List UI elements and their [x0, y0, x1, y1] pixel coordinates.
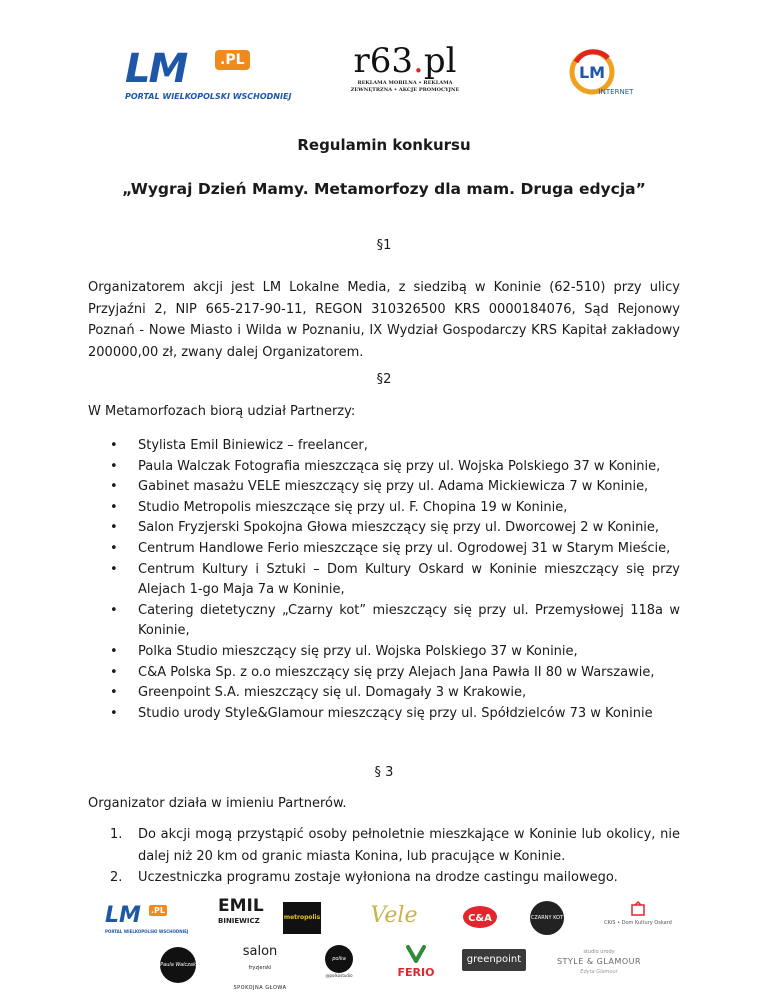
polka-studio-logo: [318, 945, 360, 990]
r63-logo-a: r63: [353, 41, 414, 81]
footer-logos: [0, 895, 768, 990]
ferio-logo: [396, 943, 436, 985]
salon-logo-top: salon: [242, 944, 278, 959]
footer-lm-text: LM: [105, 903, 141, 928]
rule-text: Do akcji mogą przystąpić osoby pełnoletnie mieszkające w Koninie lub okolicy, nie dalej niż 20 km od granic miasta Konina, lub pracujące w Koninie.: [138, 827, 680, 864]
paula-walczak-logo: Paula Walczak: [160, 947, 196, 983]
polka-logo-sub: @polkastudio: [325, 973, 353, 978]
salon-logo-bottom: SPOKOJNA GŁOWA: [233, 985, 287, 991]
partner-item: • Stylista Emil Biniewicz – freelancer,: [88, 436, 680, 457]
r63-logo: [345, 42, 465, 106]
emil-biniewicz-logo: [218, 896, 264, 939]
section-3-intro: Organizator działa w imieniu Partnerów.: [88, 796, 347, 811]
ca-logo-shape: [462, 905, 498, 929]
r63-logo-b: pl: [423, 41, 457, 81]
partner-item: • Centrum Handlowe Ferio mieszczące się przy ul. Ogrodowej 31 w Starym Mieście,: [88, 539, 680, 560]
lm-logo-subtitle: PORTAL WIELKOPOLSKI WSCHODNIEJ: [125, 92, 292, 101]
emil-logo-top: EMIL: [218, 896, 264, 916]
partner-item: • Greenpoint S.A. mieszczący się ul. Domagały 3 w Krakowie,: [88, 683, 680, 704]
r63-logo-sub1: REKLAMA MOBILNA • REKLAMA: [357, 80, 453, 86]
lm-internet-emblem: [568, 44, 638, 104]
partner-item: • Gabinet masażu VELE mieszczący się przy ul. Adama Mickiewicza 7 w Koninie,: [88, 477, 680, 498]
partner-item: • Salon Fryzjerski Spokojna Głowa mieszczący się przy ul. Dworcowej 2 w Koninie,: [88, 518, 680, 539]
spokojna-glowa-logo: [230, 944, 290, 991]
partners-list: [88, 436, 680, 724]
footer-lm-logo: [105, 903, 189, 937]
section-1-heading: §1: [376, 238, 392, 253]
lm-internet-logo: [568, 44, 638, 104]
oskard-icon: [630, 901, 646, 917]
lm-pl-logo: [125, 46, 292, 104]
metropolis-logo: metropolis: [283, 902, 321, 934]
greenpoint-logo: greenpoint: [462, 949, 526, 971]
lm-logo-pl: .PL: [215, 50, 250, 70]
footer-lm-sub: PORTAL WIELKOPOLSKI WSCHODNIEJ: [105, 929, 189, 934]
rule-number: 2.: [110, 870, 123, 885]
style-logo-top: studio urody: [583, 949, 615, 955]
ferio-leaf-icon: [404, 943, 428, 963]
czarny-kot-logo: CZARNY KOT: [530, 901, 564, 935]
partner-item: • Polka Studio mieszczący się przy ul. Wojska Polskiego 37 w Koninie,: [88, 642, 680, 663]
section-2-intro: W Metamorfozach biorą udział Partnerzy:: [88, 404, 356, 419]
document-title: Regulamin konkursu: [297, 136, 471, 154]
style-logo-sub: Edyta Glamour: [580, 969, 618, 975]
document-subtitle: „Wygraj Dzień Mamy. Metamorfozy dla mam. Druga edycja”: [122, 180, 646, 198]
r63-logo-dot: .: [413, 41, 424, 81]
ferio-logo-text: FERIO: [397, 966, 435, 979]
section-3-heading: § 3: [374, 765, 394, 780]
lm-logo-text: LM: [125, 46, 187, 92]
partner-item: • Studio Metropolis mieszczące się przy ul. F. Chopina 19 w Koninie,: [88, 498, 680, 519]
rules-list: [88, 824, 680, 889]
oskard-logo-text: CKiS • Dom Kultury Oskard: [604, 920, 672, 926]
partner-item: • Catering dietetyczny „Czarny kot” mieszczący się przy ul. Przemysłowej 118a w Koninie,: [88, 601, 680, 642]
partner-item: • C&A Polska Sp. z o.o mieszczący się przy Alejach Jana Pawła II 80 w Warszawie,: [88, 663, 680, 684]
polka-logo-text: polka studio: [325, 945, 353, 973]
partner-item: • Centrum Kultury i Sztuki – Dom Kultury Oskard w Koninie mieszczący się przy Alejach 1-go Maja 7a w Koninie,: [88, 560, 680, 601]
lm-internet-bottom: INTERNET: [598, 88, 634, 96]
rule-text: Uczestniczka programu zostaje wyłoniona na drodze castingu mailowego.: [138, 870, 618, 885]
rule-number: 1.: [110, 827, 123, 842]
rule-item: [88, 867, 680, 889]
vele-logo: Vele: [370, 903, 418, 928]
partner-item: • Paula Walczak Fotografia mieszcząca się przy ul. Wojska Polskiego 37 w Koninie,: [88, 457, 680, 478]
ca-logo-text: C&A: [468, 913, 492, 924]
rule-item: [88, 824, 680, 867]
section-2-heading: §2: [376, 372, 392, 387]
oskard-logo: [598, 901, 678, 935]
partner-item: • Studio urody Style&Glamour mieszczący się przy ul. Spółdzielców 73 w Koninie: [88, 704, 680, 725]
header-logos: [0, 38, 768, 108]
footer-lm-pl: .PL: [151, 906, 165, 915]
emil-logo-bottom: BINIEWICZ: [218, 917, 260, 925]
r63-logo-sub2: ZEWNĘTRZNA • AKCJE PROMOCYJNE: [350, 87, 460, 93]
lm-internet-top: LM: [578, 63, 606, 82]
ca-logo: [462, 905, 498, 929]
style-glamour-logo: [556, 947, 642, 981]
salon-logo-mid: fryzjerski: [248, 965, 272, 971]
section-1-text: Organizatorem akcji jest LM Lokalne Media, z siedzibą w Koninie (62-510) przy ulicy Przyjaźni 2, NIP 665-217-90-11, REGON 310326500 KRS 0000184076, Sąd Rejonowy Poznań - Nowe Miasto i Wilda w Poznaniu, IX Wydział Gospodarczy KRS Kapitał zakładowy 200000,00 zł, zwany dalej Organizatorem.: [88, 280, 680, 360]
style-logo-main: STYLE & GLAMOUR: [556, 957, 642, 966]
